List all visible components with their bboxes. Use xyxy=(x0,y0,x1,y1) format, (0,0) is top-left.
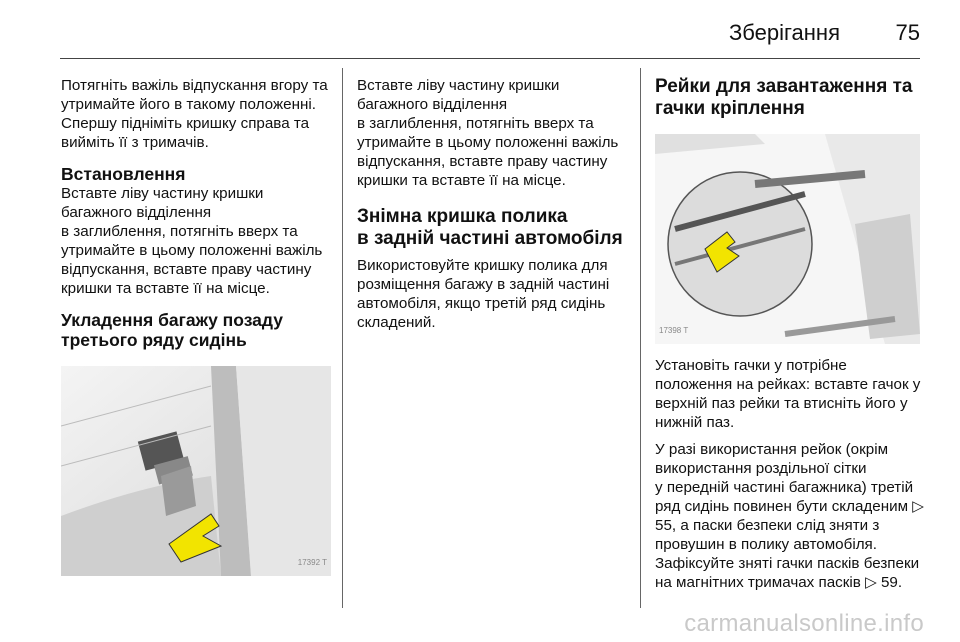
page-number: 75 xyxy=(895,20,920,45)
rails-para-2-line-1: У разі використання рейок (окрім використання роздільної сітки xyxy=(655,441,889,477)
intro-paragraph: Потягніть важіль відпускання вгору та утримайте його в такому положенні. Спершу підніміть кришку справа та вийміть її з тримачів. xyxy=(61,77,328,151)
floor-cover-heading-line-1: Знімна кришка полика xyxy=(357,206,568,227)
figure-label-17398: 17398 T xyxy=(659,326,689,335)
column-3 xyxy=(655,76,925,600)
install-text-1: Вставте ліву частину кришки багажного відділення xyxy=(61,185,264,221)
figure-label-17392: 17392 T xyxy=(297,558,327,567)
cover-text-1: Вставте ліву частину кришки багажного відділення xyxy=(357,77,560,113)
page-header xyxy=(60,12,920,56)
rails-para-2-text-b: 55, а паски безпеки слід зняти з провушин в полику автомобіля. Зафіксуйте зняті гачки пасків безпеки на магнітних тримачах пасків xyxy=(655,517,920,591)
rails-para-1: Установіть гачки у потрібне положення на рейках: вставте гачок у верхній паз рейки та втисніть його у нижній паз. xyxy=(655,357,921,431)
rails-illustration xyxy=(655,134,920,344)
luggage-heading-line-1: Укладення багажу позаду xyxy=(61,310,283,330)
cargo-cover-illustration xyxy=(61,366,331,576)
floor-cover-body: Використовуйте кришку полика для розміщення багажу в задній частині автомобіля, якщо третій ряд сидінь складений. xyxy=(357,257,610,331)
rails-para-2-text-a: у передній частині багажника) третій ряд сидінь повинен бути складеним xyxy=(655,479,914,515)
cover-text-2: в заглиблення, потягніть вверх та утримайте в цьому положенні важіль відпускання, вставте праву частину кришки та вставте її на місце. xyxy=(357,115,619,189)
rails-figure xyxy=(655,134,920,344)
page-ref-icon-59: ▷ xyxy=(865,574,877,591)
rails-para-2 xyxy=(655,478,925,592)
section-title: Зберігання xyxy=(729,20,840,45)
column-1 xyxy=(61,76,331,576)
install-text-2: в заглиблення, потягніть вверх та утримайте в цьому положенні важіль відпускання, вставте праву частину кришки та вставте її на місце. xyxy=(61,223,323,297)
column-divider-2 xyxy=(640,68,641,608)
watermark: carmanualsonline.info xyxy=(684,610,924,637)
floor-cover-heading-line-2: в задній частині автомобіля xyxy=(357,228,623,249)
header-rule xyxy=(60,58,920,59)
rails-para-2-text-c: 59. xyxy=(876,574,903,591)
page-ref-icon-55: ▷ xyxy=(912,498,924,515)
column-2 xyxy=(357,76,627,340)
install-heading: Встановлення xyxy=(61,164,186,184)
column-divider-1 xyxy=(342,68,343,608)
cargo-cover-figure xyxy=(61,366,331,576)
rails-heading: Рейки для завантаження та гачки кріплення xyxy=(655,76,913,119)
luggage-heading-line-2: третього ряду сидінь xyxy=(61,330,247,350)
